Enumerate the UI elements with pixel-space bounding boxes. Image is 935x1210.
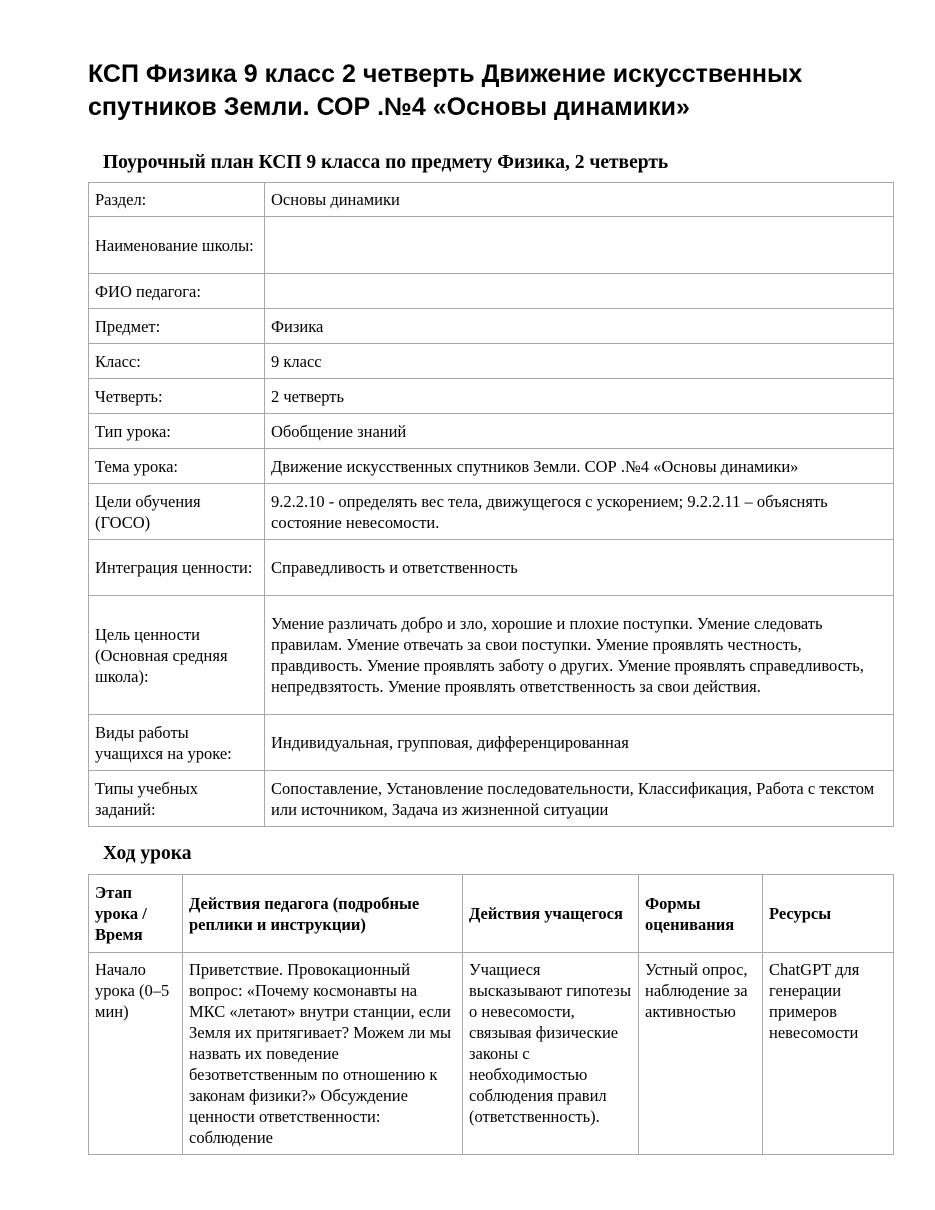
info-value: Движение искусственных спутников Земли. СОР .№4 «Основы динамики» xyxy=(265,449,894,484)
column-header-assessment: Формы оценивания xyxy=(639,875,763,953)
info-label: Тип урока: xyxy=(89,414,265,449)
stage-cell: Начало урока (0–5 мин) xyxy=(89,953,183,1155)
assessment-cell: Устный опрос, наблюдение за активностью xyxy=(639,953,763,1155)
info-label: Виды работы учащихся на уроке: xyxy=(89,715,265,771)
info-label: Интеграция ценности: xyxy=(89,540,265,596)
table-row xyxy=(89,596,894,715)
table-row xyxy=(89,414,894,449)
lesson-info-table xyxy=(88,182,894,827)
column-header-teacher-actions: Действия педагога (подробные реплики и инструкции) xyxy=(183,875,463,953)
info-label: Типы учебных заданий: xyxy=(89,771,265,827)
table-row xyxy=(89,771,894,827)
table-header-row xyxy=(89,875,894,953)
plan-heading: Поурочный план КСП 9 класса по предмету Физика, 2 четверть xyxy=(103,152,669,173)
info-value: Сопоставление, Установление последовательности, Классификация, Работа с текстом или источником, Задача из жизненной ситуации xyxy=(265,771,894,827)
column-header-stage: Этап урока / Время xyxy=(89,875,183,953)
info-value: Индивидуальная, групповая, дифференцированная xyxy=(265,715,894,771)
info-value xyxy=(265,274,894,309)
info-value: Основы динамики xyxy=(265,183,894,217)
info-value: Физика xyxy=(265,309,894,344)
info-label: Цели обучения (ГОСО) xyxy=(89,484,265,540)
info-label: Четверть: xyxy=(89,379,265,414)
column-header-resources: Ресурсы xyxy=(763,875,894,953)
info-value: Умение различать добро и зло, хорошие и плохие поступки. Умение следовать правилам. Умение отвечать за свои поступки. Умение проявлять честность, правдивость. Умение проявлять заботу о других. Умение проявлять справедливость, непредвзятость. Умение проявлять ответственность за свои действия. xyxy=(265,596,894,715)
info-value: 2 четверть xyxy=(265,379,894,414)
table-row xyxy=(89,449,894,484)
table-row xyxy=(89,379,894,414)
table-row xyxy=(89,344,894,379)
table-row xyxy=(89,274,894,309)
info-value: 9.2.2.10 - определять вес тела, движущегося с ускорением; 9.2.2.11 – объяснять состояние невесомости. xyxy=(265,484,894,540)
table-row xyxy=(89,540,894,596)
resources-cell: ChatGPT для генерации примеров невесомости xyxy=(763,953,894,1155)
table-row xyxy=(89,953,894,1155)
info-value xyxy=(265,217,894,274)
lesson-flow-table xyxy=(88,874,894,1155)
info-label: Цель ценности (Основная средняя школа): xyxy=(89,596,265,715)
table-row xyxy=(89,217,894,274)
document-page xyxy=(88,58,893,1155)
document-title: КСП Физика 9 класс 2 четверть Движение искусственных спутников Земли. СОР .№4 «Основы динамики» xyxy=(88,60,803,121)
table-row xyxy=(89,715,894,771)
info-value: Справедливость и ответственность xyxy=(265,540,894,596)
info-value: 9 класс xyxy=(265,344,894,379)
info-label: ФИО педагога: xyxy=(89,274,265,309)
table-row xyxy=(89,309,894,344)
info-label: Наименование школы: xyxy=(89,217,265,274)
teacher-actions-cell: Приветствие. Провокационный вопрос: «Почему космонавты на МКС «летают» внутри станции, если Земля их притягивает? Можем ли мы назвать их поведение безответственным по отношению к законам физики?» Обсуждение ценности ответственности: соблюдение xyxy=(183,953,463,1155)
student-actions-cell: Учащиеся высказывают гипотезы о невесомости, связывая физические законы с необходимостью соблюдения правил (ответственность). xyxy=(463,953,639,1155)
info-value: Обобщение знаний xyxy=(265,414,894,449)
info-label: Тема урока: xyxy=(89,449,265,484)
table-row xyxy=(89,183,894,217)
lesson-flow-heading: Ход урока xyxy=(103,843,192,864)
info-label: Раздел: xyxy=(89,183,265,217)
table-row xyxy=(89,484,894,540)
info-label: Предмет: xyxy=(89,309,265,344)
info-label: Класс: xyxy=(89,344,265,379)
column-header-student-actions: Действия учащегося xyxy=(463,875,639,953)
